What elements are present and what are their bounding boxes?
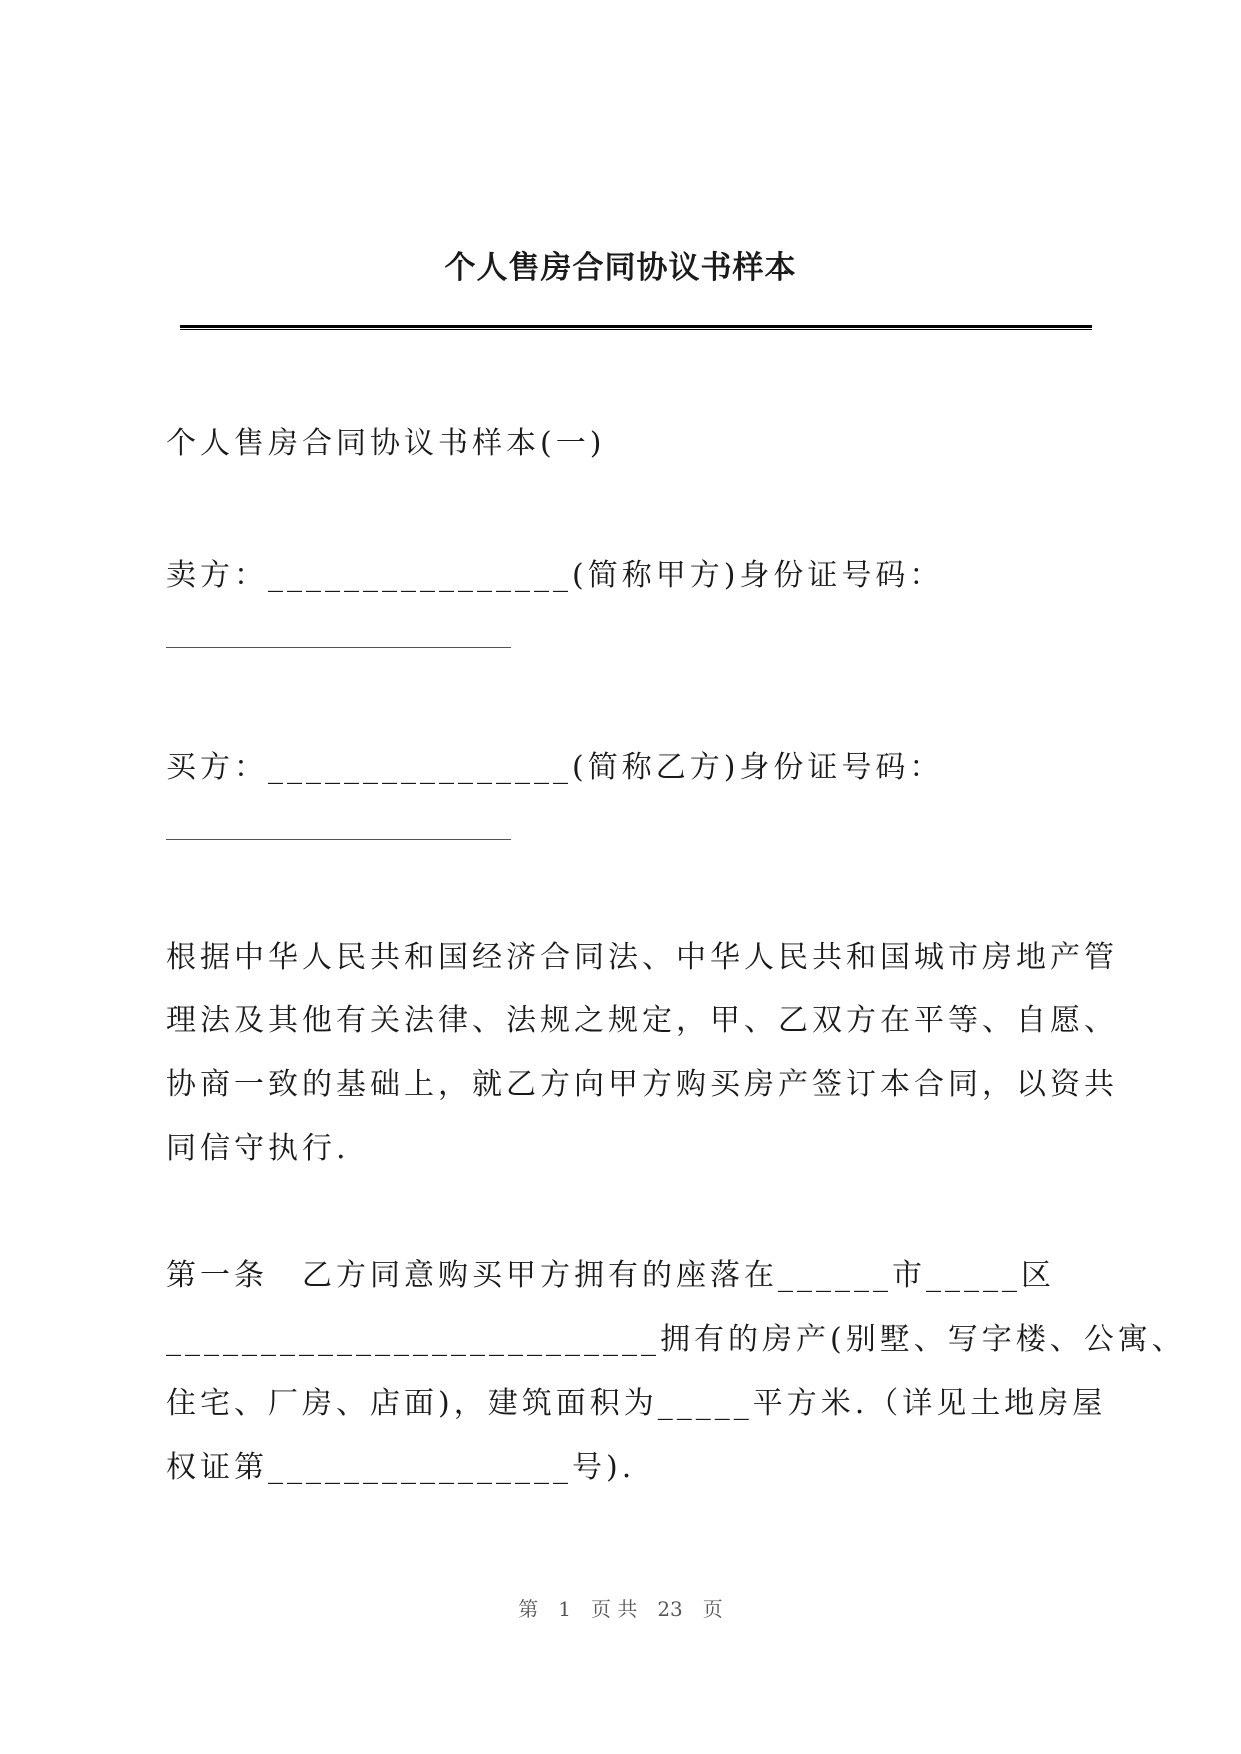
buyer-line: 买方：________________(简称乙方)身份证号码： [166, 750, 944, 785]
preamble-line: 同信守执行. [166, 1131, 350, 1166]
seller-line: 卖方：________________(简称甲方)身份证号码： [166, 558, 944, 593]
preamble-line: 根据中华人民共和国经济合同法、中华人民共和国城市房地产管 [166, 940, 1118, 975]
article-one-line: 住宅、厂房、店面)，建筑面积为_____平方米.（详见土地房屋 [166, 1386, 1107, 1421]
document-title: 个人售房合同协议书样本 [444, 250, 797, 286]
article-one-line: 第一条 乙方同意购买甲方拥有的座落在______市_____区 [166, 1258, 1055, 1293]
title-double-rule [180, 325, 1092, 330]
preamble-line: 协商一致的基础上，就乙方向甲方购买房产签订本合同，以资共 [166, 1067, 1118, 1102]
buyer-id-blank [166, 839, 511, 840]
seller-id-blank [166, 647, 511, 648]
preamble-line: 理法及其他有关法律、法规之规定，甲、乙双方在平等、自愿、 [166, 1003, 1118, 1038]
article-one-line: 权证第________________号). [166, 1450, 636, 1485]
subtitle: 个人售房合同协议书样本(一) [166, 426, 606, 461]
page-footer: 第 1 页 共 23 页 [518, 1597, 723, 1621]
article-one-line: __________________________拥有的房产(别墅、写字楼、公寓、 [166, 1322, 1186, 1357]
